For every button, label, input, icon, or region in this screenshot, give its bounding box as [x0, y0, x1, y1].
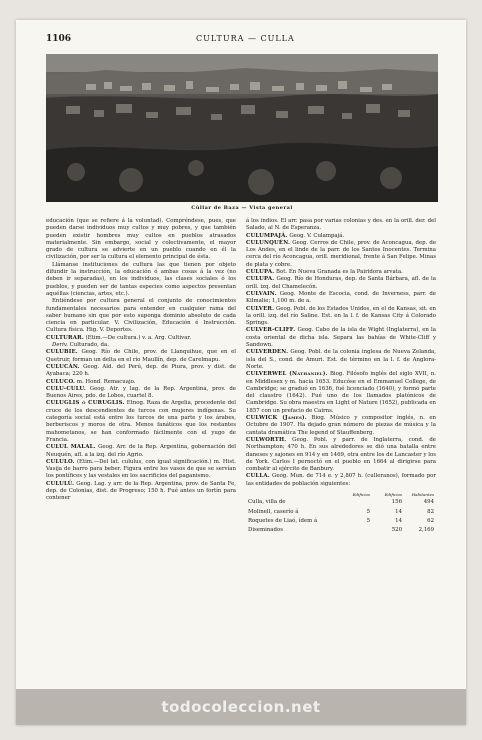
- entry-text: Etnog. Raza de Argelia, procedente del cruce de los descendientes de turcos con mujeres indígenas. Su categoría social está entre los turcos de una parte y los árabes, berberiscos y moros de otra. Menos fanáticos que los restantes mahometanos, se han conformado fácilmente con el yugo de Francia.: [46, 400, 237, 443]
- table-cell-name: Roquetes de Liaó, ídem á: [248, 517, 318, 524]
- entry-text: Geog. Ald. del Perú, dep. de Piura, prov. y dist. de Ayabaca; 220 h.: [46, 363, 236, 378]
- table-cell-km: [340, 498, 372, 507]
- table-row: [246, 526, 436, 535]
- entry-text: Biog. Músico y compositor inglés, n. en Octubre de 1907. Ha dejado gran número de piezas de música y la cantata dramática The legend of Stauffenberg.: [246, 415, 436, 436]
- entry-text: m. Hond. Remacuajo.: [76, 378, 136, 385]
- entry-text: educación (que se refiere á la voluntad). Compréndese, pues, que pueden darse individuos muy cultos y muy pobres, y que también pueden existir hombres muy cultos en pueblos atrasados materialmente. Sin embargo, social y colectivamente, el mayor grado de cultura se advierte en un pueblo cuando en él la civilización, por ser la cultura el elemento principal de ésta.: [46, 218, 236, 261]
- entry-headword: CULULO.: [46, 458, 75, 465]
- table-cell-km: 5: [366, 508, 370, 515]
- entry-text: Geog. Monte de Escocia, cond. de Inverness, parr. de Kilmalie; 1,100 m. de a.: [246, 290, 436, 305]
- entry-text: Geog. V. Culampajá.: [289, 232, 345, 239]
- photo-caption: Cúllar de Baza — Vista general: [191, 205, 293, 211]
- right-entry-8: [246, 349, 436, 371]
- entry-headword: CULLA.: [246, 473, 270, 480]
- table-cell-edificios: 14: [395, 508, 402, 515]
- right-entry-2: [246, 240, 436, 269]
- right-entry-4: [246, 276, 436, 291]
- entry-text: Geog. Pobl. de la colonia inglesa de Nueva Zelanda, isla del S., cond. de Amuri. Est. de término en la l. f. de Anglora-Norte.: [246, 349, 436, 370]
- encyclopedia-page: [16, 20, 466, 725]
- entry-headword: CULUBIE.: [46, 349, 78, 356]
- entry-text: Biog. Filósofo inglés del siglo XVII, n. en Middlesex y m. hacia 1653. Educóse en el Emmanuel College, de Cambridge; se graduó en 1636, fué licenciado (1640), y formó parte del claustro (1642). Fué uno de los llamados platónicos de Cambridge. Su obra maestra en Light of Nature (1652), publicada en 1857 con un prefacio de Cairns.: [246, 371, 436, 414]
- table-header-row: [246, 491, 436, 498]
- entry-headword: CULUPA.: [246, 276, 275, 283]
- left-entry-10: [46, 444, 236, 459]
- running-head: CULTURA — CULLA: [196, 34, 295, 43]
- entry-headword: CULVAIN.: [246, 290, 277, 297]
- table-row: [246, 517, 436, 526]
- right-entry-11: [246, 437, 436, 473]
- table-header-cell: Edificios: [384, 491, 402, 497]
- left-entry-0: [46, 218, 236, 262]
- watermark-text: todocoleccion.net: [161, 698, 321, 716]
- entry-headword: CULVER-CLIFF.: [246, 327, 296, 334]
- right-entry-9: [246, 371, 436, 415]
- right-column: [246, 218, 436, 535]
- right-entry-5: [246, 291, 436, 306]
- entry-headword: CULUPA.: [246, 269, 275, 276]
- left-entry-1: [46, 262, 236, 298]
- left-entry-9: [46, 400, 236, 444]
- right-entry-0: [246, 218, 436, 233]
- entry-text: (Etim.—De cultura.) v. a. Arg. Cultivar.: [85, 334, 192, 341]
- entry-headword: CULWORTH.: [246, 436, 287, 443]
- population-table: [246, 491, 436, 535]
- entry-headword: CULUNQUÉN.: [246, 239, 291, 246]
- table-cell-name: Culla, villa de: [248, 499, 286, 506]
- right-entry-1: [246, 233, 436, 240]
- entry-headword: CULWICK (James).: [246, 415, 307, 422]
- entry-text: Geog. Mun. de 714 e. y 2,807 h. (culleranos), formado por las entidades de población siguientes:: [246, 473, 436, 487]
- table-cell-habitantes: 82: [427, 508, 434, 515]
- left-entry-5: [46, 349, 236, 364]
- entry-text: Geog. Cerros de Chile, prov. de Aconcagua, dep. de Los Andes, en el linde de la parr. de los Santos Inocentes. Termina cerca del río Aconcagua, orill. meridional, frente á San Felipe. Minas de plata y cobre.: [246, 239, 437, 268]
- left-entry-12: [46, 481, 236, 503]
- table-cell-edificios: 156: [391, 499, 402, 506]
- entry-text: Entiéndese por cultura general el conjunto de conocimientos fundamentales necesarios para entender en cualquier rama del saber humano sin que por esto suponga dominio absoluto de cada ciencia en particular. V. Civilización, Educación é Instrucción. Cultura física. Hig. V. Deportes.: [46, 298, 236, 334]
- right-entry-10: [246, 415, 436, 437]
- entry-text: Geog. Pobl. y parr. de Inglaterra, cond. de Northampton; 470 h. En sus alrededores se dió una batalla entre daneses y sajones en 914 y en 1469, otra entre los de Lancaster y los de York. Carlos I pernoctó en el pueblo en 1664 al dirigirse para combatir al ejército de Banbury.: [246, 436, 436, 473]
- table-cell-km: [340, 526, 372, 535]
- entry-text: Culturado, da.: [69, 342, 109, 349]
- entry-text: á los indios. El arr. pasa por varias colonias y des. en la orill. der. del Salado, al N. de Esperanza.: [246, 218, 436, 232]
- entry-text: Geog. Atr. y lag. de la Rep. Argentina, prov. de Buenos Aires, pdo. de Lobos, cuartel 8.: [46, 385, 236, 400]
- entry-text: Geog. Río de Honduras, dep. de Santa Bárbara, afl. de la orill. izq. del Chamelecón.: [246, 276, 436, 290]
- table-header-cell: [246, 491, 340, 498]
- entry-text: Geog. Río de Chile, prov. de Llanquihue, que en el Quetruir, forman un delta en el río Maullín, dep. de Carelmapu.: [46, 349, 236, 363]
- right-entry-7: [246, 327, 436, 349]
- watermark-banner: [16, 689, 466, 725]
- left-entry-3: [46, 335, 236, 342]
- table-cell-km: 5: [366, 517, 370, 524]
- entry-headword: CULVER.: [246, 305, 275, 312]
- entry-text: (Etim.—Del lat. cululus, con igual significación.) m. Hist. Vasija de barro para beber. Figura entre los vasos de que se servían los pontífices y las vestales en los sacrificios del paganismo.: [46, 458, 236, 480]
- table-cell-name: Diseminados: [248, 527, 283, 534]
- town-photograph: [46, 54, 438, 202]
- left-entry-2: [46, 298, 236, 334]
- table-cell-edificios: 14: [395, 517, 402, 524]
- entry-headword: CULU-CULU.: [46, 385, 86, 392]
- entry-headword: CULVERDEN.: [246, 349, 289, 356]
- left-column: [46, 218, 236, 503]
- entry-headword: CULUCO.: [46, 378, 76, 385]
- table-cell-habitantes: 494: [423, 499, 434, 506]
- table-cell-habitantes: 2,169: [418, 527, 434, 534]
- entry-headword: CULUL MALAL.: [46, 444, 96, 451]
- table-cell-edificios: 520: [391, 527, 402, 534]
- table-header-cell: Edificios: [352, 491, 370, 497]
- entry-text: Geog. Cabo de la isla de Wight (Inglaterra), en la costa oriental de dicha isla. Separa las bahías de White-Cliff y Sandown.: [246, 327, 436, 349]
- entry-headword: CULULÚ.: [46, 480, 75, 487]
- entry-headword: CULVERWEL (Nathaniel).: [246, 371, 328, 378]
- right-entry-6: [246, 306, 436, 328]
- page-header: [46, 34, 456, 48]
- right-entry-12: [246, 473, 436, 488]
- left-entry-7: [46, 379, 236, 386]
- entry-headword: CULUMPAJÁ.: [246, 232, 288, 239]
- page-number: 1106: [46, 34, 72, 44]
- left-entry-8: [46, 386, 236, 401]
- table-cell-habitantes: 62: [427, 517, 434, 524]
- entry-text: Geog. Pobl. de los Estados Unidos, en el de Kansas, sit. en la orill. izq. del río Saline. Est. en la l. f. de Kansas City á Colorado Springs.: [246, 305, 436, 327]
- entry-headword: CULUGLIS ó CURUGLIS.: [46, 400, 125, 407]
- left-entry-6: [46, 364, 236, 379]
- entry-headword: CULUCÁN.: [46, 363, 80, 370]
- entry-text: Geog. Arr. de la Rep. Argentina, gobernación del Neuquén, afl. a la izq. del río Agrio.: [46, 444, 237, 458]
- entry-text: Llámanse instituciones de cultura las que tienen por objeto difundir la instrucción, la educación ó ambas cosas á la vez (no deben ir separadas), en los individuos, las clases sociales ó los pueblos, y pueden ser de tantas especies como aspectos presentan aquéllas (ciencias, artes, etc.).: [46, 261, 236, 297]
- table-cell-name: Molinell, caserío á: [248, 508, 299, 515]
- town-photograph-image: [46, 54, 438, 202]
- entry-headword: CULTURAR.: [46, 334, 84, 341]
- table-header-cell: Habitantes: [411, 491, 434, 497]
- entry-text: Geog. Lag. y arr. de la Rep. Argentina, prov. de Santa Fe, dep. de Colonias, dist. de Progreso; 150 h. Fué antes un fortín para contener: [46, 480, 237, 502]
- left-entry-11: [46, 459, 236, 481]
- table-row: [246, 508, 436, 517]
- table-row: [246, 498, 436, 507]
- entry-text: Bot. En Nueva Granada es la Pairidora arvata.: [276, 269, 403, 276]
- entry-headword: Deriv.: [52, 342, 68, 349]
